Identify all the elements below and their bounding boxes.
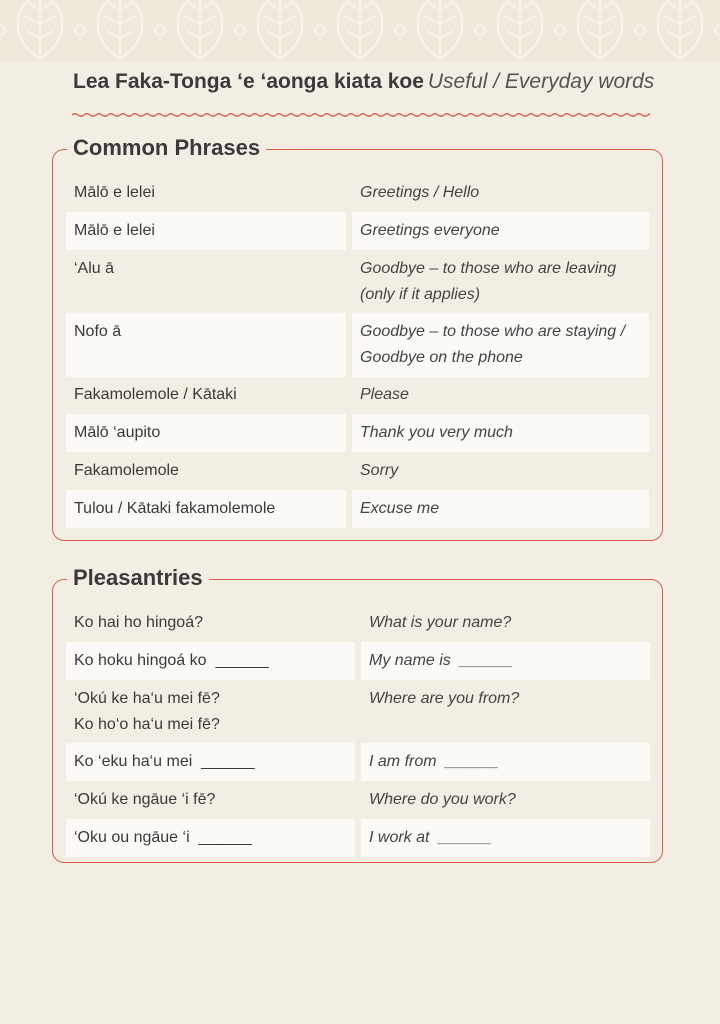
english-translation: Sorry xyxy=(360,462,399,479)
english-translation: Please xyxy=(360,386,409,403)
section-title: Common Phrases xyxy=(67,134,266,162)
title-tongan: Lea Faka-Tonga ‘e ‘aonga kiata koe xyxy=(73,70,424,93)
tongan-phrase: ‘Okú ke ha‘u mei fē? Ko ho‘o ha‘u mei fē? xyxy=(74,690,220,733)
phrase-row xyxy=(66,819,650,857)
english-translation: My name is ______ xyxy=(361,642,650,680)
phrase-row xyxy=(66,313,649,377)
leaf-pattern-icon xyxy=(0,0,720,62)
phrase-row xyxy=(66,250,649,314)
tongan-phrase: Ko ‘eku ha‘u mei ______ xyxy=(66,743,355,781)
english-translation: Greetings everyone xyxy=(352,212,649,250)
tongan-phrase: Fakamolemole / Kātaki xyxy=(74,386,237,403)
tongan-phrase: Mālō ‘aupito xyxy=(66,414,346,452)
common-phrases-section xyxy=(52,135,663,541)
phrase-row xyxy=(66,781,650,819)
tongan-phrase: Mālō e lelei xyxy=(66,212,346,250)
tongan-phrase: Ko hai ho hingoá? xyxy=(74,614,203,631)
english-translation: Goodbye – to those who are staying / Goodbye on the phone xyxy=(352,313,649,377)
tongan-phrase: ‘Alu ā xyxy=(74,260,115,277)
phrase-row xyxy=(66,212,649,250)
phrase-row xyxy=(66,743,650,781)
phrase-row xyxy=(66,642,650,680)
phrase-row xyxy=(66,490,649,528)
pleasantries-section xyxy=(52,565,663,863)
phrase-row xyxy=(66,174,649,212)
tongan-phrase: ‘Okú ke ngāue ‘i fē? xyxy=(74,791,216,808)
tongan-phrase: Ko hoku hingoá ko ______ xyxy=(66,642,355,680)
english-translation: Where are you from? xyxy=(369,690,520,707)
english-translation: Where do you work? xyxy=(369,791,516,808)
phrase-row xyxy=(66,680,650,744)
tongan-phrase: Mālō e lelei xyxy=(74,184,155,201)
tongan-phrase: Nofo ā xyxy=(66,313,346,377)
wavy-divider xyxy=(72,110,650,120)
page-title xyxy=(73,70,673,94)
decorative-pattern-band xyxy=(0,0,720,62)
english-translation: I am from ______ xyxy=(361,743,650,781)
title-english: Useful / Everyday words xyxy=(427,70,655,93)
english-translation: What is your name? xyxy=(369,614,512,631)
tongan-phrase: Fakamolemole xyxy=(74,462,179,479)
phrase-row xyxy=(66,604,650,642)
section-title: Pleasantries xyxy=(67,564,209,592)
phrase-row xyxy=(66,452,649,490)
phrase-row xyxy=(66,414,649,452)
english-translation: Goodbye – to those who are leaving (only if it applies) xyxy=(360,260,617,303)
tongan-phrase: Tulou / Kātaki fakamolemole xyxy=(66,490,346,528)
english-translation: Greetings / Hello xyxy=(360,184,480,201)
english-translation: Excuse me xyxy=(352,490,649,528)
tongan-phrase: ‘Oku ou ngāue ‘i ______ xyxy=(66,819,355,857)
english-translation: I work at ______ xyxy=(361,819,650,857)
english-translation: Thank you very much xyxy=(352,414,649,452)
phrase-row xyxy=(66,376,649,414)
